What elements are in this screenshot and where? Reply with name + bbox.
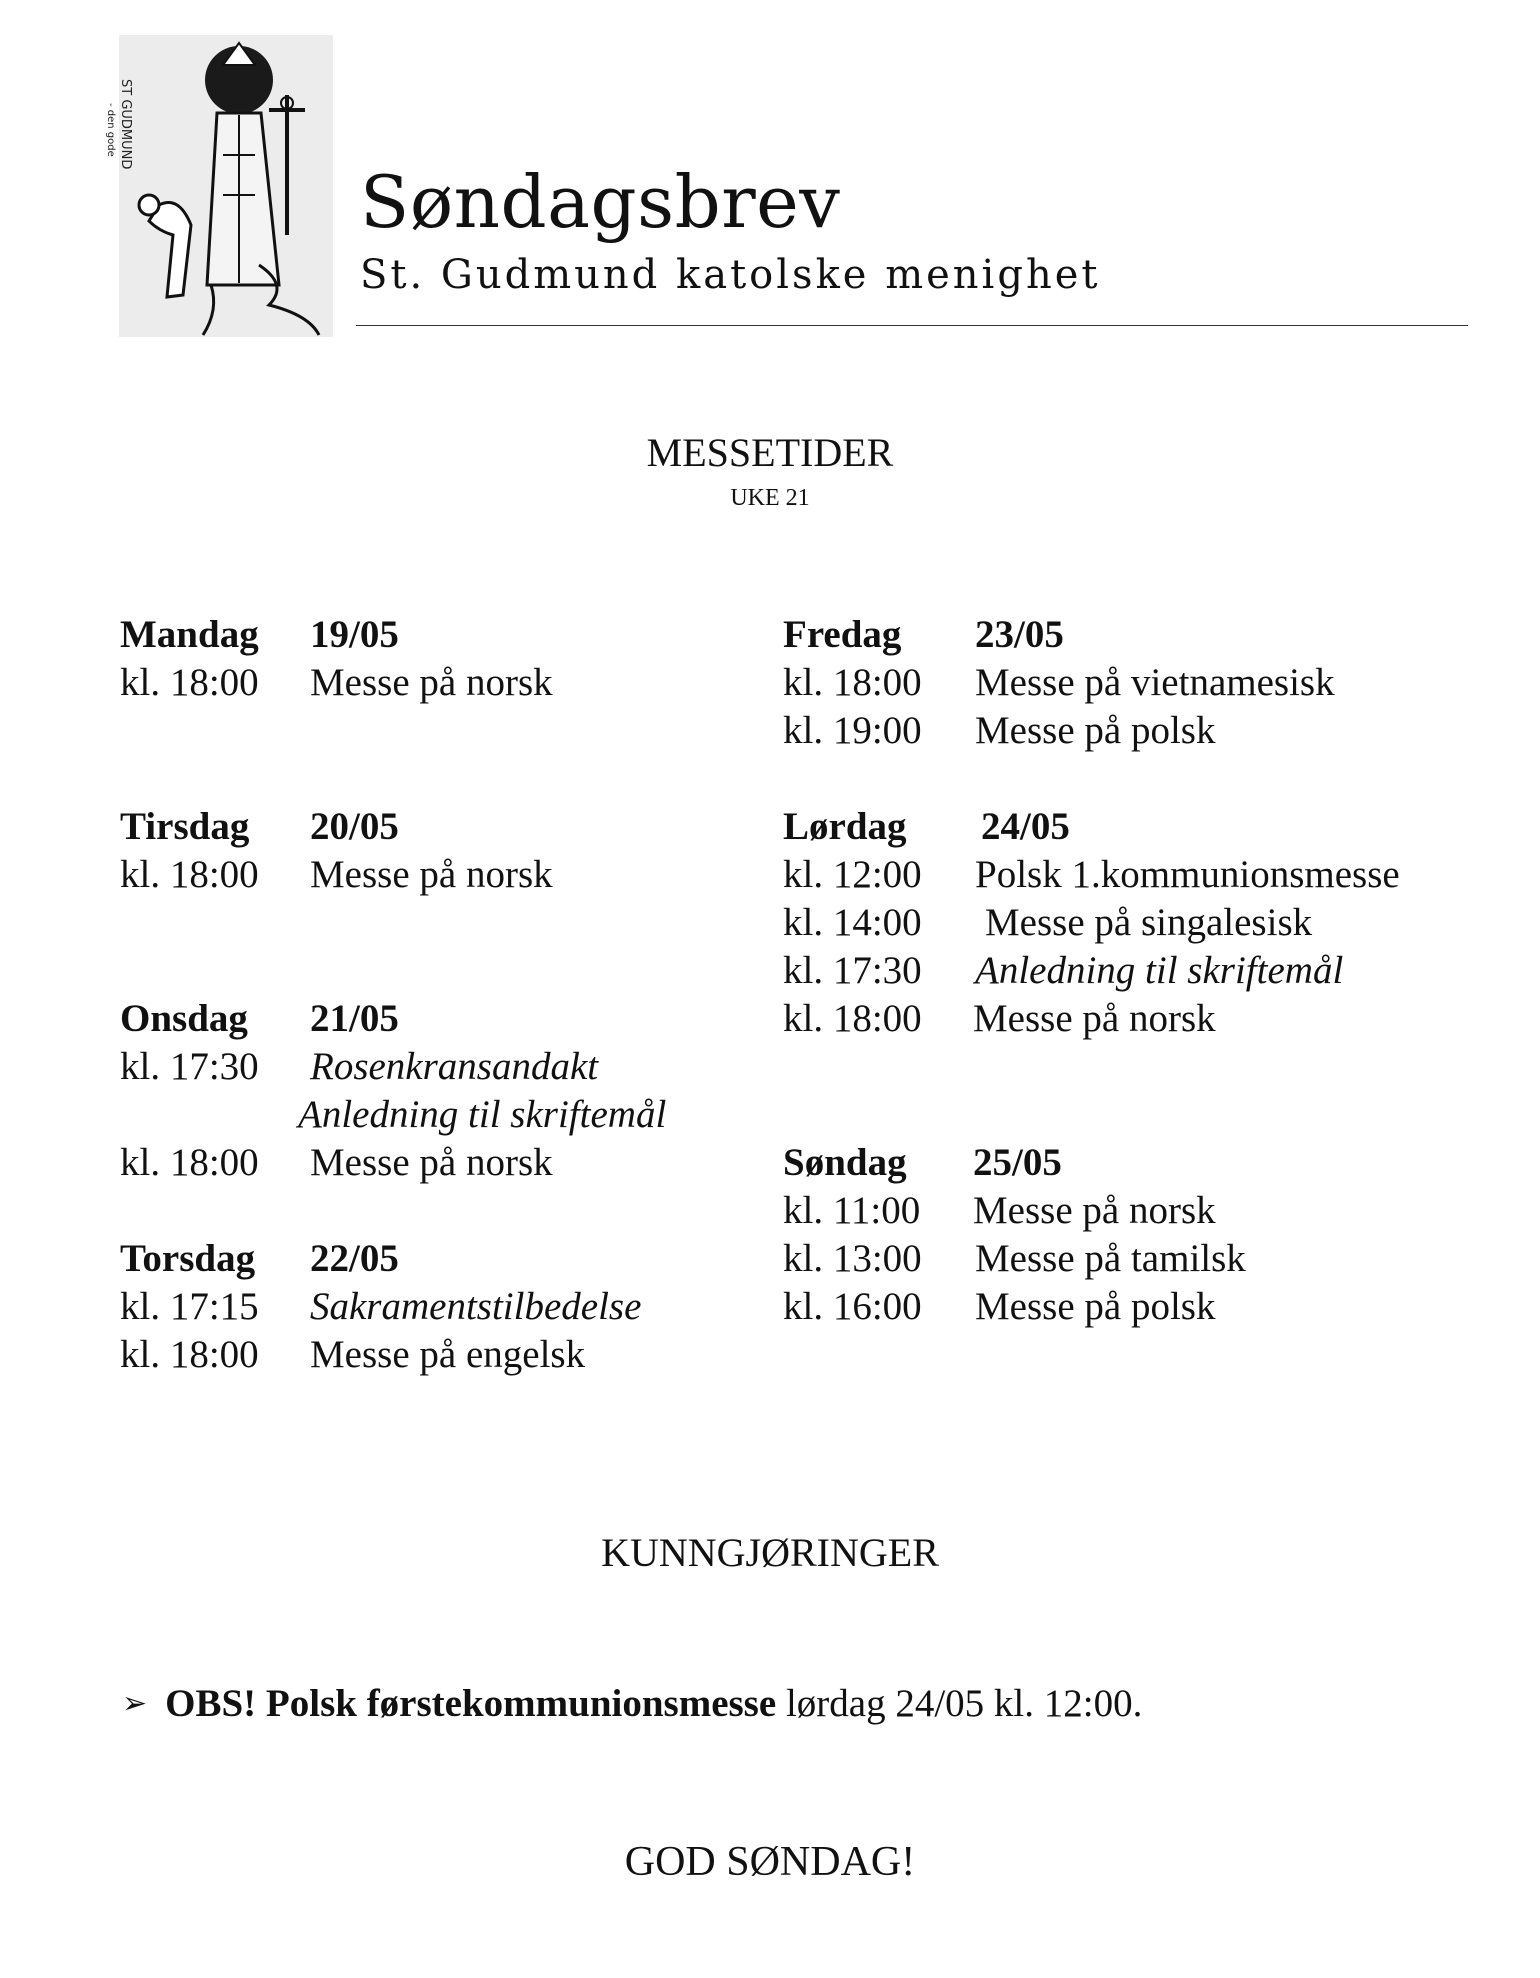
mass-time: kl. 18:00 — [120, 852, 259, 896]
mass-row — [783, 850, 1483, 898]
mass-description: Messe på vietnamesisk — [975, 660, 1335, 704]
day-block-sondag — [783, 1138, 1483, 1330]
mass-time: kl. 19:00 — [783, 708, 922, 752]
day-block-torsdag — [120, 1234, 820, 1378]
mass-description: Messe på polsk — [975, 1284, 1216, 1328]
day-header — [783, 802, 1483, 850]
day-header — [120, 1234, 820, 1282]
mass-description: Messe på norsk — [310, 852, 553, 896]
announcement-item — [122, 1680, 1142, 1728]
schedule-left-column — [120, 610, 820, 1378]
day-block-onsdag — [120, 994, 820, 1186]
mass-time: kl. 16:00 — [783, 1284, 922, 1328]
day-header — [120, 802, 820, 850]
day-name: Torsdag — [120, 1236, 256, 1280]
announcement-highlight: OBS! Polsk førstekommunionsmesse — [165, 1682, 777, 1725]
mass-time: kl. 18:00 — [783, 660, 922, 704]
mass-time: kl. 12:00 — [783, 852, 922, 896]
schedule-right-column — [783, 610, 1483, 1330]
mass-row — [120, 1282, 820, 1330]
mass-description: Messe på singalesisk — [985, 900, 1313, 944]
day-date: 20/05 — [310, 804, 399, 848]
mass-time: kl. 17:30 — [120, 1044, 259, 1088]
mass-row — [120, 1138, 820, 1186]
closing-greeting: GOD SØNDAG! — [624, 1839, 916, 1885]
mass-description: Messe på norsk — [310, 660, 553, 704]
mass-row — [783, 706, 1483, 754]
day-header — [120, 610, 820, 658]
announcement-text: lørdag 24/05 kl. 12:00. — [776, 1682, 1143, 1725]
day-block-tirsdag — [120, 802, 820, 898]
day-date: 22/05 — [310, 1236, 399, 1280]
mass-row — [783, 994, 1483, 1042]
mass-times-heading: MESSETIDER — [646, 430, 894, 475]
mass-row — [783, 946, 1483, 994]
day-name: Mandag — [120, 612, 259, 656]
day-name: Lørdag — [783, 804, 907, 848]
arrow-bullet-icon: ➢ — [122, 1686, 148, 1721]
mass-row — [783, 1282, 1483, 1330]
mass-row — [783, 658, 1483, 706]
day-block-fredag — [783, 610, 1483, 754]
day-date: 24/05 — [981, 804, 1070, 848]
week-label: UKE 21 — [730, 485, 810, 511]
mass-time: kl. 18:00 — [120, 1332, 259, 1376]
mass-description: Messe på norsk — [973, 996, 1216, 1040]
announcements-heading: KUNNGJØRINGER — [601, 1530, 939, 1575]
mass-row — [120, 658, 820, 706]
saint-gudmund-illustration-icon — [119, 35, 333, 337]
mass-row — [120, 850, 820, 898]
mass-row — [783, 1234, 1483, 1282]
mass-description: Rosenkransandakt — [310, 1044, 599, 1088]
mass-row — [120, 1090, 820, 1138]
mass-description: Messe på polsk — [975, 708, 1216, 752]
day-header — [783, 610, 1483, 658]
mass-time: kl. 17:30 — [783, 948, 922, 992]
day-block-lordag — [783, 802, 1483, 1042]
mass-time: kl. 11:00 — [783, 1188, 921, 1232]
mass-row — [783, 1186, 1483, 1234]
day-header — [120, 994, 820, 1042]
mass-time: kl. 14:00 — [783, 900, 922, 944]
mass-description: Anledning til skriftemål — [975, 948, 1344, 992]
logo-lettering: ST GUDMUND - den gode — [105, 79, 133, 170]
mass-description: Messe på engelsk — [310, 1332, 586, 1376]
mass-description: Messe på norsk — [973, 1188, 1216, 1232]
mass-time: kl. 18:00 — [783, 996, 922, 1040]
mass-description: Messe på norsk — [310, 1140, 553, 1184]
header-divider — [356, 325, 1468, 326]
day-date: 21/05 — [310, 996, 399, 1040]
parish-logo — [105, 35, 333, 337]
mass-row — [120, 1330, 820, 1378]
day-name: Søndag — [783, 1140, 907, 1184]
mass-row — [783, 898, 1483, 946]
mass-row — [120, 1042, 820, 1090]
day-date: 19/05 — [310, 612, 399, 656]
mass-time: kl. 18:00 — [120, 1140, 259, 1184]
day-header — [783, 1138, 1483, 1186]
day-name: Fredag — [783, 612, 902, 656]
mass-time: kl. 18:00 — [120, 660, 259, 704]
mass-description: Anledning til skriftemål — [298, 1092, 667, 1136]
day-date: 23/05 — [975, 612, 1064, 656]
page-subtitle: St. Gudmund katolske menighet — [360, 252, 1101, 298]
mass-description: Polsk 1.kommunionsmesse — [975, 852, 1400, 896]
mass-time: kl. 13:00 — [783, 1236, 922, 1280]
day-name: Onsdag — [120, 996, 248, 1040]
mass-description: Messe på tamilsk — [975, 1236, 1246, 1280]
day-block-mandag — [120, 610, 820, 706]
day-date: 25/05 — [973, 1140, 1062, 1184]
day-name: Tirsdag — [120, 804, 250, 848]
mass-description: Sakramentstilbedelse — [310, 1284, 642, 1328]
page-title: Søndagsbrev — [360, 160, 841, 244]
mass-time: kl. 17:15 — [120, 1284, 259, 1328]
